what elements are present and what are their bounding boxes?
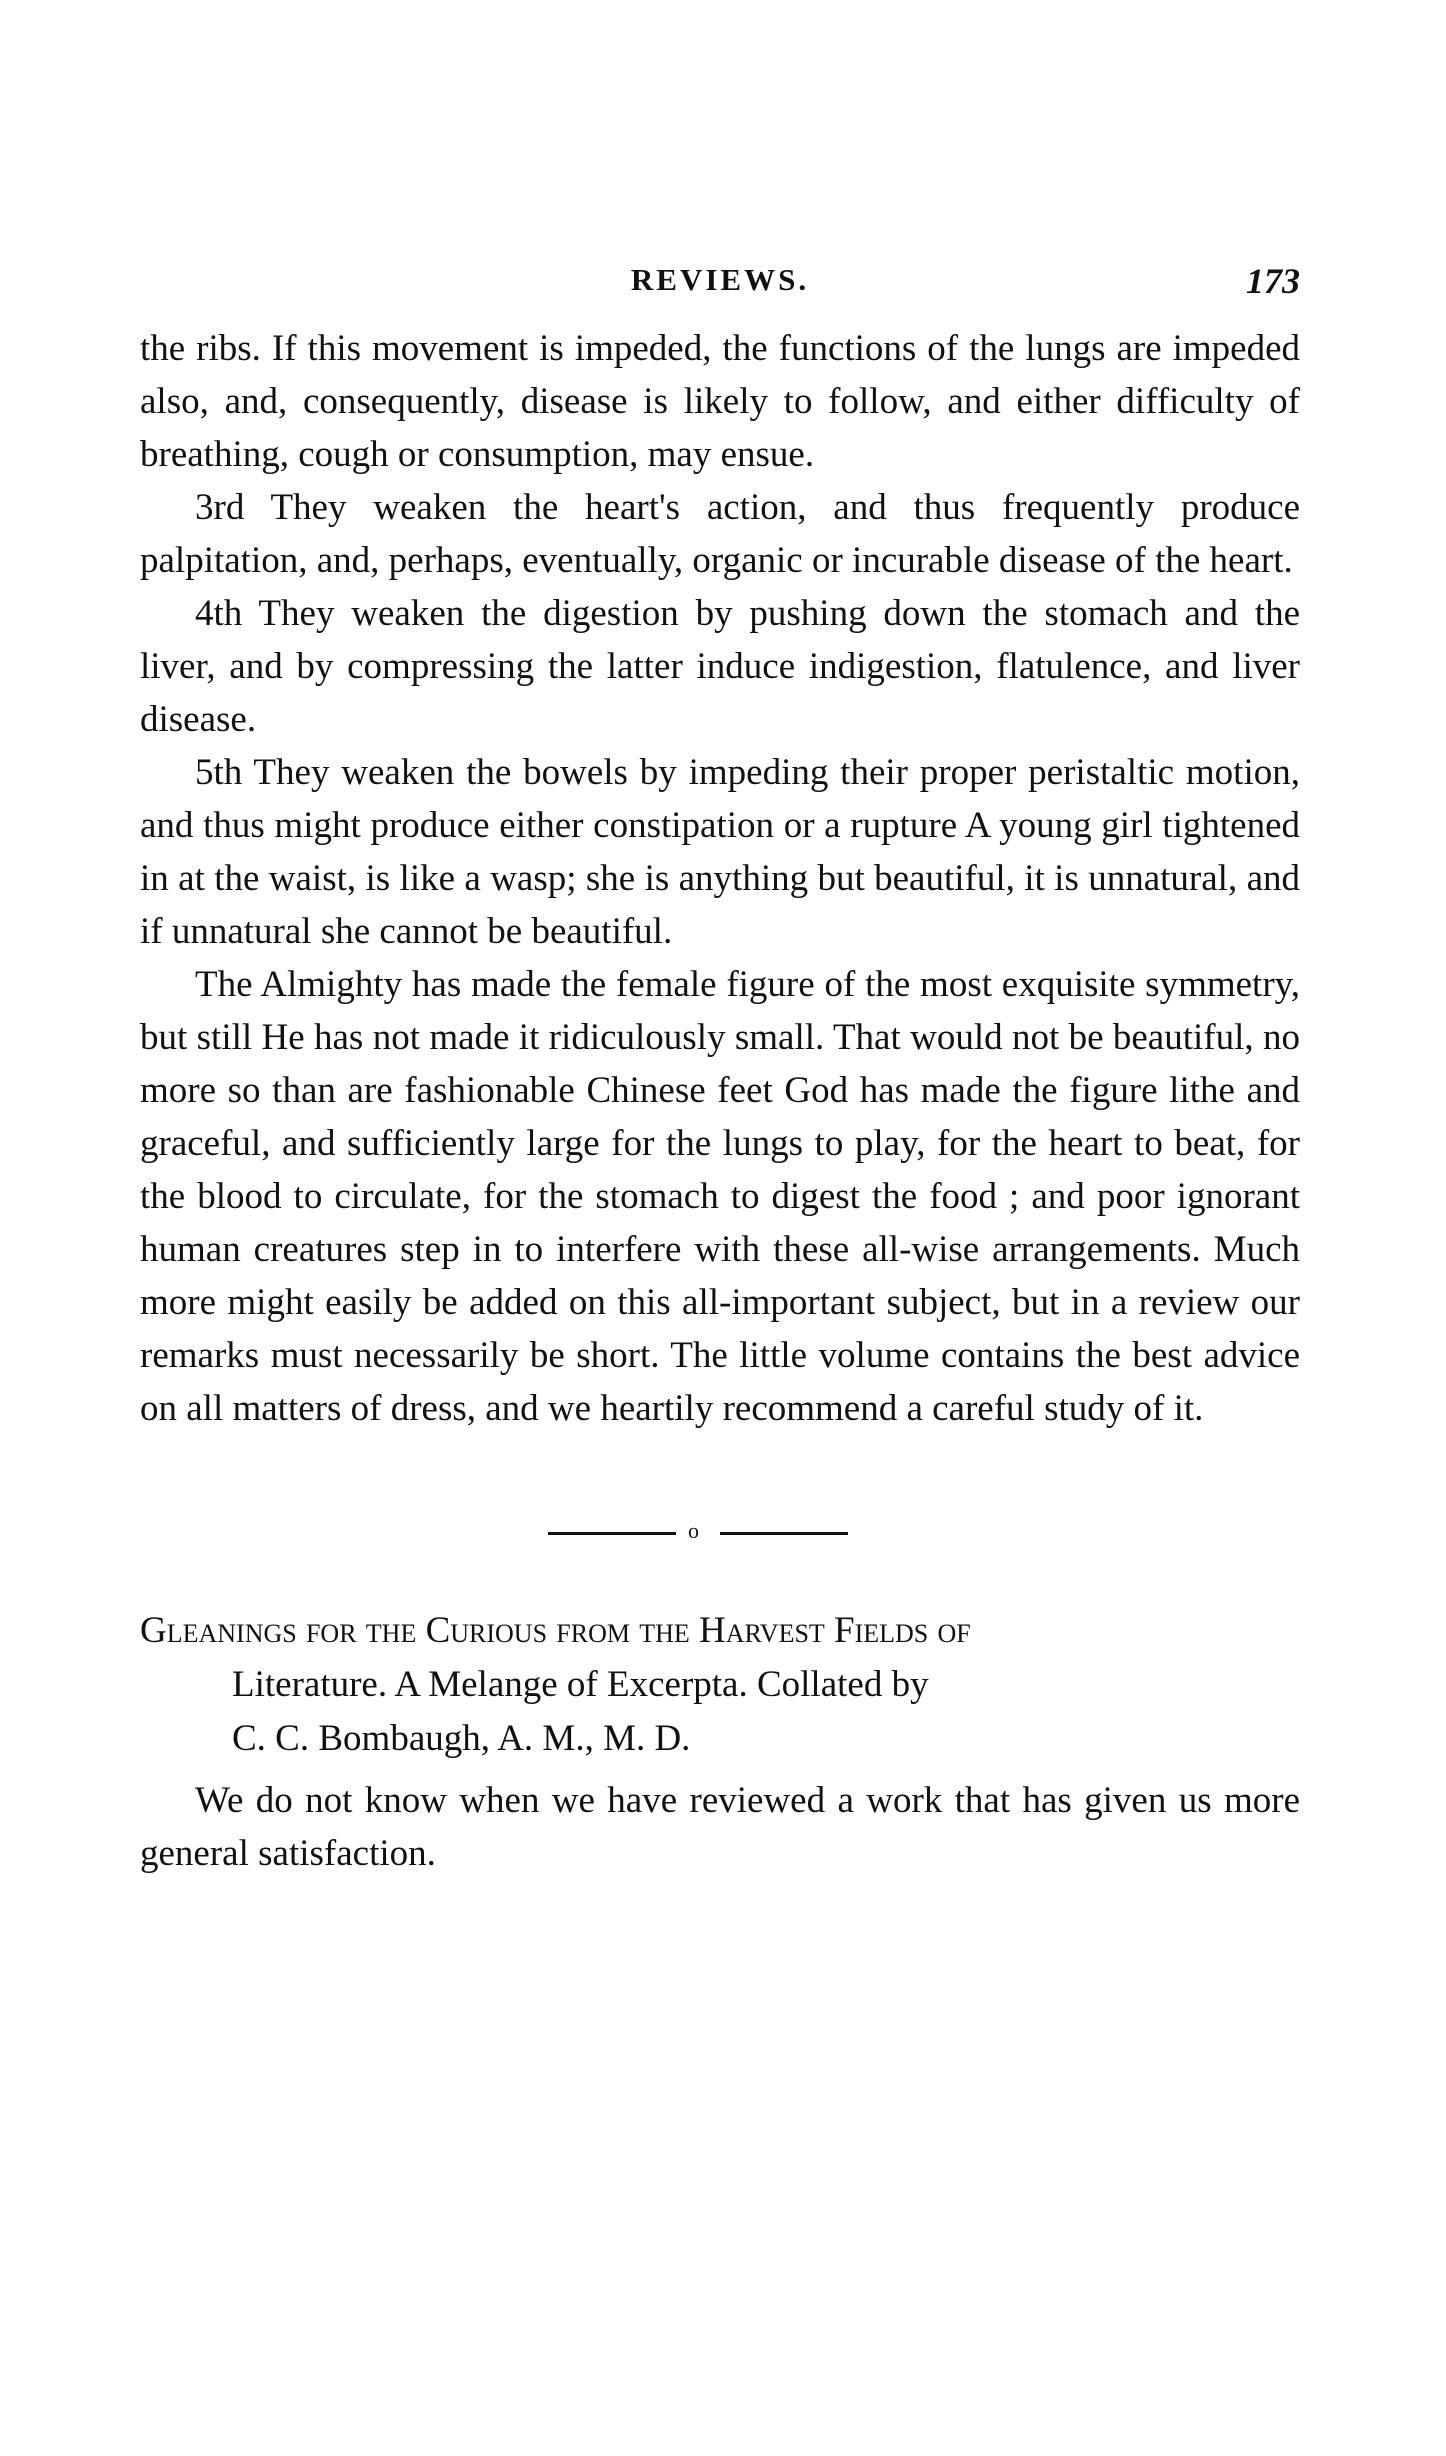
paragraph-fourth-point: 4th They weaken the digestion by pushing down the stomach and the liver, and by compressing the latter induce indigestion, flatulence, and liver disease. xyxy=(140,593,1300,740)
running-head xyxy=(140,262,1300,322)
paragraph-third-point: 3rd They weaken the heart's action, and thus frequently produce palpitation, and, perhaps, eventually, organic or incurable disease of the heart. xyxy=(140,487,1300,581)
review-paragraph: We do not know when we have reviewed a work that has given us more general satisfaction. xyxy=(140,1780,1300,1874)
review-body xyxy=(140,1774,1300,1880)
divider-rule-left xyxy=(548,1532,676,1535)
divider-rule-right xyxy=(720,1532,848,1535)
paragraph-continuation: the ribs. If this movement is impeded, the functions of the lungs are impeded also, and, consequently, disease is likely to follow, and either difficulty of breathing, cough or consumption, may ensue. xyxy=(140,328,1300,475)
divider-ornament: o xyxy=(688,1518,699,1543)
article-body xyxy=(140,322,1300,1435)
review-title xyxy=(140,1604,1300,1766)
page-number: 173 xyxy=(1246,261,1300,301)
review-title-line-1: Gleanings for the Curious from the Harvest Fields of xyxy=(140,1610,971,1651)
page-header-title: REVIEWS. xyxy=(630,262,810,297)
review-title-line-2: Literature. A Melange of Excerpta. Collated by xyxy=(232,1664,929,1705)
paragraph-fifth-point: 5th They weaken the bowels by impeding their proper peristaltic motion, and thus might produce either constipation or a rupture A young girl tightened in at the waist, is like a wasp; she is anything but beautiful, it is unnatural, and if unnatural she cannot be beautiful. xyxy=(140,752,1300,952)
review-title-line-3: C. C. Bombaugh, A. M., M. D. xyxy=(232,1718,691,1759)
section-divider xyxy=(548,1518,848,1543)
paragraph-conclusion: The Almighty has made the female figure of the most exquisite symmetry, but still He has not made it ridiculously small. That would not be beautiful, no more so than are fashionable Chinese feet God has made the figure lithe and graceful, and sufficiently large for the lungs to play, for the heart to beat, for the blood to circulate, for the stomach to digest the food ; and poor ignorant human creatures step in to interfere with these all-wise arrangements. Much more might easily be added on this all-important subject, but in a review our remarks must necessarily be short. The little volume contains the best advice on all matters of dress, and we heartily recommend a careful study of it. xyxy=(140,964,1300,1429)
